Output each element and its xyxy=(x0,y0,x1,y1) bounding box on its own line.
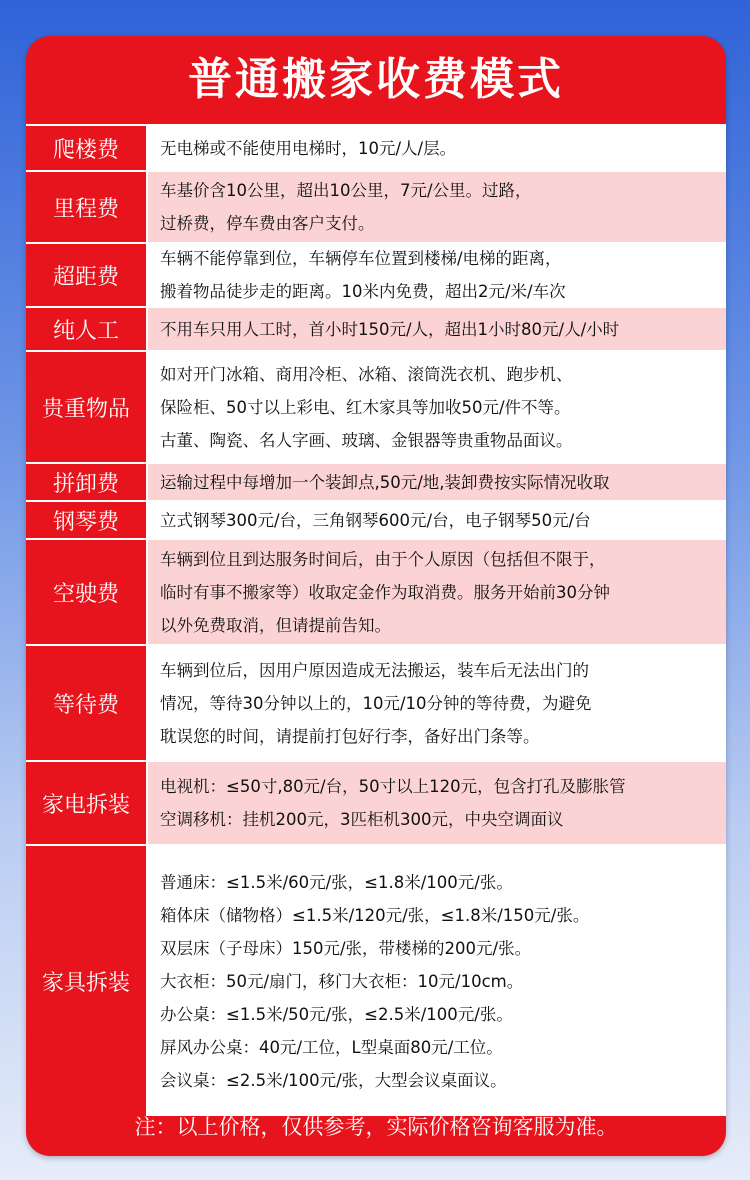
row-text-line: 运输过程中每增加一个装卸点,50元/地,装卸费按实际情况收取 xyxy=(160,472,610,492)
row-content xyxy=(148,846,726,1116)
row-text-line: 情况，等待30分钟以上的，10元/10分钟的等待费，为避免 xyxy=(160,693,592,713)
row-label: 钢琴费 xyxy=(26,502,148,538)
row-text-line: 过桥费，停车费由客户支付。 xyxy=(160,214,375,233)
row-label: 贵重物品 xyxy=(26,352,148,462)
row-text-line: 临时有事不搬家等）收取定金作为取消费。服务开始前30分钟 xyxy=(160,582,610,602)
row-content xyxy=(148,126,726,170)
row-text-line: 车辆不能停靠到位，车辆停车位置到楼梯/电梯的距离， xyxy=(160,249,562,268)
row-content xyxy=(148,464,726,500)
row-label: 纯人工 xyxy=(26,308,148,350)
row-text-line: 以外免费取消，但请提前告知。 xyxy=(160,615,391,635)
row-text-line: 车基价含10公里，超出10公里，7元/公里。过路， xyxy=(160,181,532,200)
row-label: 里程费 xyxy=(26,172,148,242)
footer-note: 注：以上价格，仅供参考，实际价格咨询客服为准。 xyxy=(134,1115,618,1139)
pricing-row xyxy=(26,844,726,1116)
row-text-line: 搬着物品徒步走的距离。10米内免费，超出2元/米/车次 xyxy=(160,282,566,301)
row-text-line: 电视机：≤50寸,80元/台，50寸以上120元，包含打孔及膨胀管 xyxy=(160,777,626,796)
row-content xyxy=(148,244,726,306)
row-text-line: 空调移机：挂机200元，3匹柜机300元，中央空调面议 xyxy=(160,810,564,829)
row-label: 超距费 xyxy=(26,244,148,306)
row-content xyxy=(148,172,726,242)
row-text-line: 不用车只用人工时，首小时150元/人，超出1小时80元/人/小时 xyxy=(160,319,620,339)
row-content xyxy=(148,352,726,462)
row-text-line: 大衣柜：50元/扇门，移门大衣柜：10元/10cm。 xyxy=(160,971,524,991)
pricing-row xyxy=(26,242,726,306)
row-text-line: 普通床：≤1.5米/60元/张，≤1.8米/100元/张。 xyxy=(160,872,513,892)
row-content xyxy=(148,762,726,844)
row-text-line: 立式钢琴300元/台，三角钢琴600元/台，电子钢琴50元/台 xyxy=(160,510,591,530)
row-text-line: 古董、陶瓷、名人字画、玻璃、金银器等贵重物品面议。 xyxy=(160,430,573,450)
row-text-line: 耽误您的时间，请提前打包好行李，备好出门条等。 xyxy=(160,726,540,746)
row-text-line: 车辆到位且到达服务时间后，由于个人原因（包括但不限于， xyxy=(160,549,606,569)
pricing-card xyxy=(26,36,726,1156)
row-text-line: 车辆到位后，因用户原因造成无法搬运，装车后无法出门的 xyxy=(160,660,589,680)
row-text-line: 无电梯或不能使用电梯时，10元/人/层。 xyxy=(160,138,457,158)
row-text-line: 保险柜、50寸以上彩电、红木家具等加收50元/件不等。 xyxy=(160,397,571,417)
pricing-row xyxy=(26,500,726,538)
row-label: 拼卸费 xyxy=(26,464,148,500)
row-text-line: 箱体床（储物格）≤1.5米/120元/张，≤1.8米/150元/张。 xyxy=(160,905,590,925)
pricing-row xyxy=(26,124,726,170)
row-text-line: 屏风办公桌：40元/工位，L型桌面80元/工位。 xyxy=(160,1037,503,1057)
row-text-line: 双层床（子母床）150元/张，带楼梯的200元/张。 xyxy=(160,938,532,958)
page-title: 普通搬家收费模式 xyxy=(188,54,564,105)
pricing-row xyxy=(26,760,726,844)
row-label: 空驶费 xyxy=(26,540,148,644)
pricing-row xyxy=(26,462,726,500)
row-content xyxy=(148,308,726,350)
row-content xyxy=(148,502,726,538)
row-label: 爬楼费 xyxy=(26,126,148,170)
row-content xyxy=(148,646,726,760)
pricing-row xyxy=(26,306,726,350)
row-label: 家具拆装 xyxy=(26,846,148,1116)
pricing-row xyxy=(26,350,726,462)
row-text-line: 会议桌：≤2.5米/100元/张，大型会议桌面议。 xyxy=(160,1070,507,1090)
pricing-row xyxy=(26,170,726,242)
pricing-row xyxy=(26,644,726,760)
pricing-row xyxy=(26,538,726,644)
pricing-table xyxy=(26,124,726,1116)
row-label: 等待费 xyxy=(26,646,148,760)
row-content xyxy=(148,540,726,644)
row-text-line: 如对开门冰箱、商用冷柜、冰箱、滚筒洗衣机、跑步机、 xyxy=(160,364,573,384)
row-text-line: 办公桌：≤1.5米/50元/张，≤2.5米/100元/张。 xyxy=(160,1004,513,1024)
row-label: 家电拆装 xyxy=(26,762,148,844)
